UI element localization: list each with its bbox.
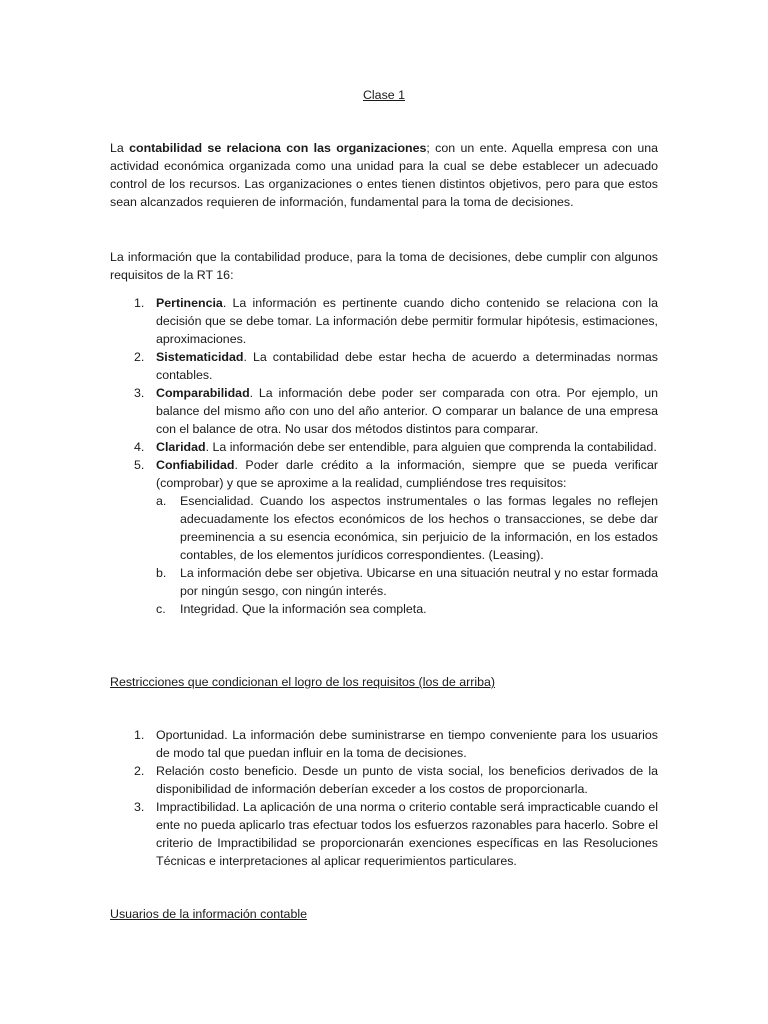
requirement-term: Confiabilidad xyxy=(156,458,235,472)
list-item xyxy=(110,798,658,870)
requirement-term: Sistematicidad xyxy=(156,350,244,364)
requirement-term: Pertinencia xyxy=(156,296,223,310)
list-item xyxy=(110,456,658,618)
sub-requirement-text: Integridad. Que la información sea completa. xyxy=(180,602,427,616)
restriction-text: Impractibilidad. La aplicación de una norma o criterio contable será impracticable cuando el ente no pueda aplicarlo tras efectuar todos los esfuerzos razonables para hacerlo. Sobre el criterio de Impractibilidad se proporcionarán exenciones específicas en las Resoluciones Técnicas e interpretaciones al aplicar requerimientos particulares. xyxy=(156,800,658,868)
list-number: 4. xyxy=(134,440,145,454)
list-number: 2. xyxy=(134,350,145,364)
list-number: 3. xyxy=(134,800,145,814)
sub-list-item xyxy=(156,600,658,618)
list-item xyxy=(110,384,658,438)
intro-bold-phrase: contabilidad se relaciona con las organizaciones xyxy=(129,141,427,155)
list-number: 3. xyxy=(134,386,145,400)
sub-requirement-text: Esencialidad. Cuando los aspectos instrumentales o las formas legales no reflejen adecuadamente los efectos económicos de los hechos o transacciones, se debe dar preeminencia a su esencia económica, sin perjuicio de la información, en los estados contables, de los elementos jurídicos correspondientes. (Leasing). xyxy=(180,494,658,562)
list-item xyxy=(110,294,658,348)
requirement-term: Comparabilidad xyxy=(156,386,250,400)
list-item xyxy=(110,762,658,798)
users-heading: Usuarios de la información contable xyxy=(110,907,307,921)
sub-requirement-text: La información debe ser objetiva. Ubicarse en una situación neutral y no estar formada por ningún sesgo, con ningún interés. xyxy=(180,566,658,598)
list-item xyxy=(110,348,658,384)
sub-list-letter: a. xyxy=(156,494,167,508)
sub-list-letter: b. xyxy=(156,566,167,580)
requirement-text: . Poder darle crédito a la información, siempre que se pueda verificar (comprobar) y que se aproxime a la realidad, cumpliéndose tres requisitos: xyxy=(156,458,658,490)
restriction-text: Oportunidad. La información debe suministrarse en tiempo conveniente para los usuarios de modo tal que puedan influir en la toma de decisiones. xyxy=(156,728,658,760)
list-number: 1. xyxy=(134,728,145,742)
sub-requirements-list xyxy=(156,492,658,618)
page-title: Clase 1 xyxy=(362,88,405,102)
list-number: 5. xyxy=(134,458,145,472)
sub-list-letter: c. xyxy=(156,602,166,616)
list-number: 1. xyxy=(134,296,145,310)
requirement-text: . La información debe ser entendible, para alguien que comprenda la contabilidad. xyxy=(205,440,657,454)
restrictions-list xyxy=(110,726,658,870)
intro-rest: ; con un ente. Aquella empresa con una actividad económica organizada como una unidad para la cual se debe establecer un adecuado control de los recursos. Las organizaciones o entes tienen distintos objetivos, pero para que estos sean alcanzados requieren de información, fundamental para la toma de decisiones. xyxy=(110,141,658,209)
requirement-text: . La información debe poder ser comparada con otra. Por ejemplo, un balance del mismo año con uno del año anterior. O comparar un balance de una empresa con el balance de otra. No usar dos métodos distintos para comparar. xyxy=(156,386,658,436)
sub-list-item xyxy=(156,492,658,564)
list-item xyxy=(110,726,658,762)
requirements-list xyxy=(110,294,658,618)
requirement-text: . La contabilidad debe estar hecha de acuerdo a determinadas normas contables. xyxy=(156,350,658,382)
requirement-term: Claridad xyxy=(156,440,206,454)
list-number: 2. xyxy=(134,764,145,778)
intro-lead: La xyxy=(110,141,130,155)
sub-list-item xyxy=(156,564,658,600)
list-item xyxy=(110,438,658,456)
restrictions-heading: Restricciones que condicionan el logro de los requisitos (los de arriba) xyxy=(110,675,495,689)
restriction-text: Relación costo beneficio. Desde un punto de vista social, los beneficios derivados de la disponibilidad de información deberían exceder a los costos de proporcionarla. xyxy=(156,764,658,796)
requirements-intro: La información que la contabilidad produce, para la toma de decisiones, debe cumplir con algunos requisitos de la RT 16: xyxy=(110,250,658,282)
intro-paragraph xyxy=(110,139,658,211)
requirement-text: . La información es pertinente cuando dicho contenido se relaciona con la decisión que se debe tomar. La información debe permitir formular hipótesis, estimaciones, aproximaciones. xyxy=(156,296,658,346)
